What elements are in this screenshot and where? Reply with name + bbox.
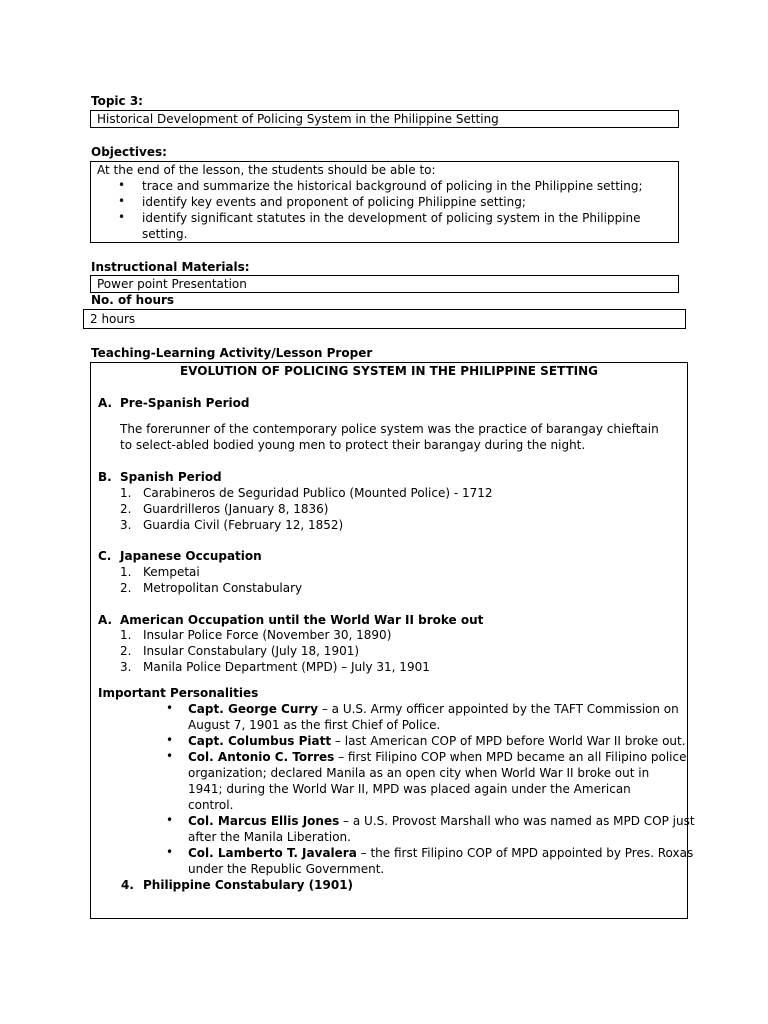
american-item: Insular Constabulary (July 18, 1901): [143, 644, 360, 658]
objective-item: identify significant statutes in the development of policing system in the Philippine: [142, 211, 641, 225]
bullet-icon: •: [166, 813, 174, 827]
lesson-heading: EVOLUTION OF POLICING SYSTEM IN THE PHILIPPINE SETTING: [179, 364, 599, 378]
topic-title-box: [90, 110, 679, 128]
objective-item-continued: setting.: [142, 227, 188, 241]
objectives-label: Objectives:: [91, 145, 167, 159]
pre-spanish-text: The forerunner of the contemporary police system was the practice of barangay chieftain: [120, 422, 659, 436]
spanish-item: Carabineros de Seguridad Publico (Mounted Police) - 1712: [143, 486, 493, 500]
materials-box: [90, 275, 679, 293]
american-item: Insular Police Force (November 30, 1890): [143, 628, 392, 642]
bullet-icon: •: [166, 845, 174, 859]
objective-item: trace and summarize the historical background of policing in the Philippine setting;: [142, 179, 643, 193]
bullet-icon: •: [166, 749, 174, 763]
section-marker: 4.: [121, 878, 134, 892]
japanese-title: Japanese Occupation: [120, 549, 262, 563]
bullet-icon: •: [166, 733, 174, 747]
section-marker: B.: [98, 470, 112, 484]
section-marker: A.: [98, 613, 113, 627]
bullet-icon: •: [118, 210, 126, 224]
section-marker: A.: [98, 396, 113, 410]
list-number: 2.: [120, 581, 132, 595]
spanish-item: Guardrilleros (January 8, 1836): [143, 502, 329, 516]
pre-spanish-text: to select-abled bodied young men to protect their barangay during the night.: [120, 438, 586, 452]
materials-value: Power point Presentation: [97, 277, 247, 291]
bullet-icon: •: [166, 701, 174, 715]
personality-entry-continued: 1941; during the World War II, MPD was placed again under the American: [188, 782, 631, 796]
hours-label: No. of hours: [91, 293, 175, 307]
list-number: 2.: [120, 502, 132, 516]
objectives-box: [90, 161, 679, 243]
objective-item: identify key events and proponent of policing Philippine setting;: [142, 195, 526, 209]
list-number: 1.: [120, 565, 132, 579]
topic-title: Historical Development of Policing System in the Philippine Setting: [97, 112, 499, 126]
personality-entry-continued: organization; declared Manila as an open city when World War II broke out in: [188, 766, 650, 780]
lesson-box: [90, 362, 695, 919]
personality-entry: Capt. Columbus Piatt – last American COP of MPD before World War II broke out.: [188, 734, 686, 748]
list-number: 3.: [120, 660, 132, 674]
personality-entry: Capt. George Curry – a U.S. Army officer appointed by the TAFT Commission on: [188, 702, 679, 716]
personality-entry-continued: August 7, 1901 as the first Chief of Police.: [188, 718, 441, 732]
list-number: 1.: [120, 486, 132, 500]
personality-entry: Col. Marcus Ellis Jones – a U.S. Provost Marshall who was named as MPD COP just: [188, 814, 695, 828]
topic-label: Topic 3:: [91, 94, 143, 108]
hours-value: 2 hours: [90, 312, 136, 326]
spanish-item: Guardia Civil (February 12, 1852): [143, 518, 344, 532]
lesson-label: Teaching-Learning Activity/Lesson Proper: [91, 346, 373, 360]
personality-entry-continued: after the Manila Liberation.: [188, 830, 351, 844]
list-number: 3.: [120, 518, 132, 532]
spanish-title: Spanish Period: [120, 470, 222, 484]
constabulary-title: Philippine Constabulary (1901): [143, 878, 354, 892]
bullet-icon: •: [118, 178, 126, 192]
pre-spanish-title: Pre-Spanish Period: [120, 396, 250, 410]
personality-entry: Col. Lamberto T. Javalera – the first Filipino COP of MPD appointed by Pres. Roxas: [188, 846, 694, 860]
personality-entry: Col. Antonio C. Torres – first Filipino COP when MPD became an all Filipino police: [188, 750, 687, 764]
personality-entry-continued: under the Republic Government.: [188, 862, 385, 876]
personalities-title: Important Personalities: [98, 686, 259, 700]
section-marker: C.: [98, 549, 112, 563]
japanese-item: Metropolitan Constabulary: [143, 581, 303, 595]
list-number: 2.: [120, 644, 132, 658]
personality-entry-continued: control.: [188, 798, 234, 812]
list-number: 1.: [120, 628, 132, 642]
american-item: Manila Police Department (MPD) – July 31, 1901: [143, 660, 430, 674]
hours-box: [83, 309, 686, 329]
materials-label: Instructional Materials:: [91, 260, 250, 274]
japanese-item: Kempetai: [143, 565, 200, 579]
bullet-icon: •: [118, 194, 126, 208]
objectives-intro: At the end of the lesson, the students should be able to:: [97, 163, 436, 177]
american-title: American Occupation until the World War II broke out: [120, 613, 484, 627]
